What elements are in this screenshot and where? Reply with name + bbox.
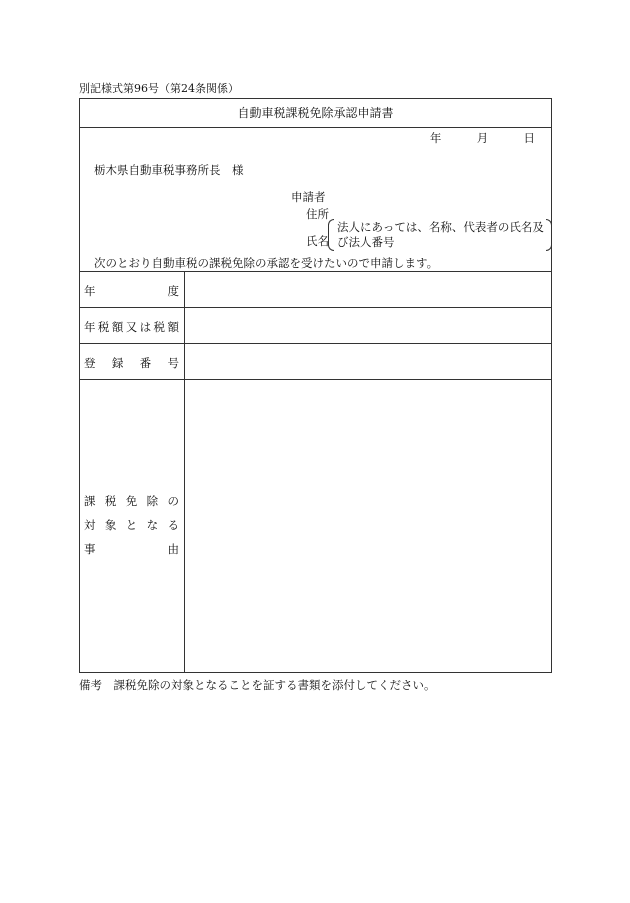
request-sentence: 次のとおり自動車税の課税免除の承認を受けたいので申請します。: [94, 256, 439, 270]
label-reason-line2: 対 象 と な る: [84, 518, 179, 532]
row-exemption-reason: [80, 379, 551, 673]
address-label: 住所: [306, 207, 329, 221]
year-label: 年: [429, 131, 442, 145]
form-title: 自動車税課税免除承認申請書: [80, 99, 551, 128]
remarks-note: 備考 課税免除の対象となることを証する書類を添付してください。: [79, 678, 436, 692]
name-label: 氏名: [306, 234, 329, 248]
application-form: [79, 98, 552, 673]
applicant-label: 申請者: [291, 190, 326, 204]
row-fiscal-year: [80, 271, 551, 307]
bracket-right: [546, 219, 552, 251]
label-fiscal-year: 年 度: [84, 284, 179, 298]
name-note-bracket: [328, 219, 552, 251]
row-divider: [184, 380, 185, 673]
day-label: 日: [523, 131, 535, 145]
addressee: 栃木県自動車税事務所長 様: [94, 163, 244, 177]
date-field[interactable]: [430, 130, 535, 146]
row-tax-amount: [80, 307, 551, 343]
label-reason-line1: 課 税 免 除 の: [84, 494, 179, 508]
bracket-left: [328, 219, 334, 251]
row-divider: [184, 308, 185, 343]
row-divider: [184, 272, 185, 307]
row-divider: [184, 344, 185, 379]
form-number: 別記様式第96号（第24条関係）: [79, 82, 239, 95]
label-registration-number: 登 録 番 号: [84, 356, 179, 370]
month-label: 月: [476, 131, 489, 145]
label-reason-line3: 事 由: [84, 542, 179, 556]
name-note: 法人にあっては、名称、代表者の氏名及び法人番号: [337, 220, 544, 249]
row-registration-number: [80, 343, 551, 379]
label-tax-amount: 年 税 額 又 は 税 額: [84, 320, 179, 334]
